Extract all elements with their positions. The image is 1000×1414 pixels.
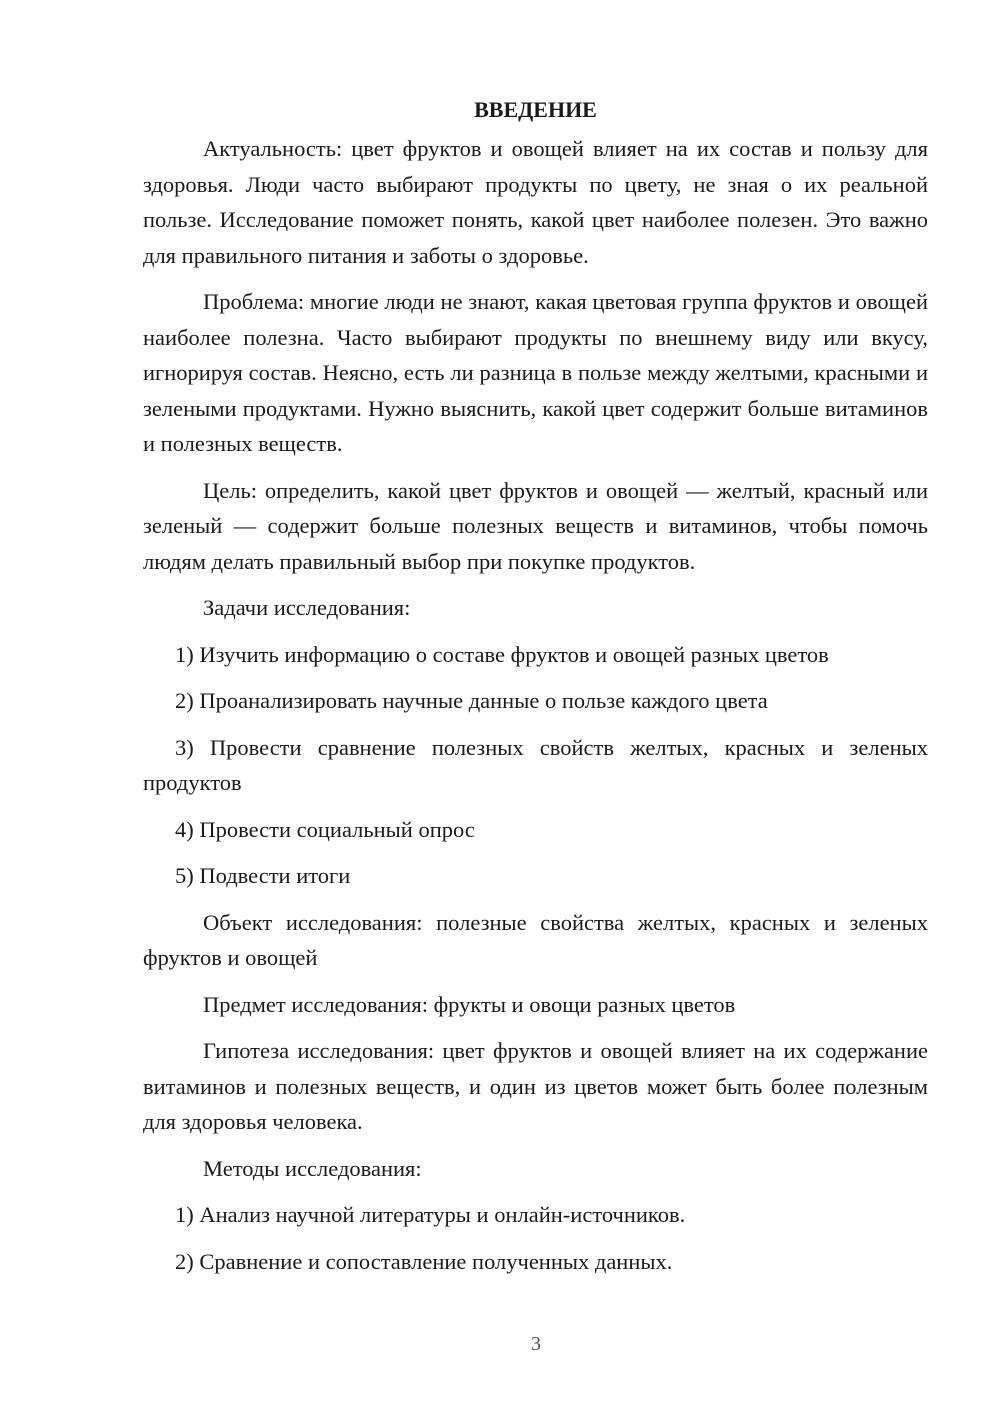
subject-paragraph: Предмет исследования: фрукты и овощи разных цветов — [203, 991, 736, 1017]
relevance-paragraph: Актуальность: цвет фруктов и овощей влияет на их состав и пользу для здоровья. Люди часто выбирают продукты по цвету, не зная о их реальной пользе. Исследование поможет понять, какой цвет наиболее полезен. Это важно для правильного питания и заботы о здоровье. — [143, 136, 928, 268]
object-paragraph: Объект исследования: полезные свойства желтых, красных и зеленых фруктов и овощей — [143, 909, 928, 970]
section-heading: ВВЕДЕНИЕ — [474, 97, 597, 122]
task-item: 3) Провести сравнение полезных свойств желтых, красных и зеленых продуктов — [143, 734, 928, 795]
method-item: 1) Анализ научной литературы и онлайн-источников. — [175, 1202, 686, 1227]
task-item: 2) Проанализировать научные данные о пользе каждого цвета — [175, 688, 768, 713]
tasks-title: Задачи исследования: — [203, 595, 411, 620]
task-item: 5) Подвести итоги — [175, 863, 351, 888]
page-number: 3 — [531, 1333, 541, 1355]
task-item: 1) Изучить информацию о составе фруктов и овощей разных цветов — [175, 641, 829, 667]
problem-paragraph: Проблема: многие люди не знают, какая цветовая группа фруктов и овощей наиболее полезна. Часто выбирают продукты по внешнему виду или вкусу, игнорируя состав. Неясно, есть ли разница в пользе между желтыми, красными и зелеными продуктами. Нужно выяснить, какой цвет содержит больше витаминов и полезных веществ. — [143, 289, 928, 456]
task-item: 4) Провести социальный опрос — [175, 816, 475, 842]
methods-title: Методы исследования: — [203, 1155, 422, 1181]
method-item: 2) Сравнение и сопоставление полученных данных. — [175, 1248, 673, 1274]
document-page — [143, 95, 928, 1290]
hypothesis-paragraph: Гипотеза исследования: цвет фруктов и овощей влияет на их содержание витаминов и полезных веществ, и один из цветов может быть более полезным для здоровья человека. — [143, 1038, 928, 1134]
goal-paragraph: Цель: определить, какой цвет фруктов и овощей — желтый, красный или зеленый — содержит больше полезных веществ и витаминов, чтобы помочь людям делать правильный выбор при покупке продуктов. — [143, 477, 928, 574]
